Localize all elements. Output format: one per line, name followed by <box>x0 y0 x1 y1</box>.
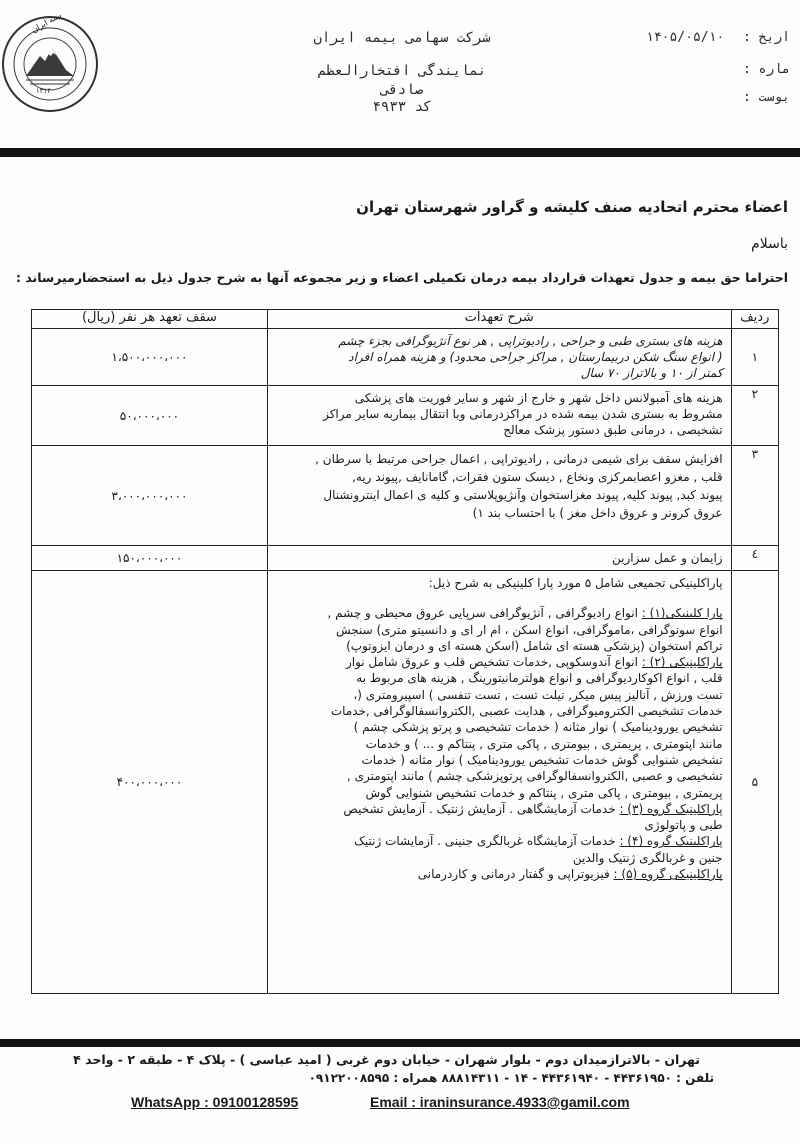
company-name: شرکت سهامی بیمه ایران <box>313 30 491 46</box>
group-label: پاراکلینیکی گروه (۵) : <box>613 867 723 882</box>
desc-line: تشخیص یورودینامیک ) نوار مثانه ( خدمات تشخیصی و پرتو پزشکی چشم ) <box>353 720 723 735</box>
desc-line: پیوند کبد, پیوند کلیه, پیوند مغزاستخوان وآنژیوپلاستی و کلیه ی اعمال اینترونشنال <box>323 488 723 502</box>
paraclinic-group-5 <box>274 866 723 882</box>
row-number: ۱ <box>731 329 778 386</box>
footer-address: تهران - بالاترازمیدان دوم - بلوار شهران - خیابان دوم غربی ( امید عباسی ) - پلاک ۴ - طبقه ۲ - واحد ۴ <box>73 1052 700 1067</box>
header-divider <box>0 148 800 157</box>
row-cap: ۳،۰۰۰،۰۰۰،۰۰۰ <box>32 446 268 546</box>
desc-line: انواع رادیوگرافی , آنژیوگرافی سرپایی عروق محیطی و چشم , <box>327 606 638 621</box>
desc-line: عروق کرونر و عروق داخل مغز ) با احتساب بند ۱) <box>472 506 723 520</box>
desc-line: هزینه های آمبولانس داخل شهر و خارج از شهر و سایر فوریت های پزشکی <box>354 391 723 405</box>
agent-code: کد ۴۹۳۳ <box>372 99 432 115</box>
desc-line: قلب , انواع اکوکاردیوگرافی و انواع هولترمانیتورینگ , هزینه های مربوط به <box>356 671 723 686</box>
whatsapp-link[interactable]: WhatsApp : 09100128595 <box>131 1094 299 1110</box>
row-number: ٤ <box>731 546 778 571</box>
paraclinic-intro: پاراکلینیکی تجمیعی شامل ۵ مورد پارا کلینیکی به شرح ذیل: <box>428 576 723 590</box>
row-cap: ۱،۵۰۰،۰۰۰،۰۰۰ <box>32 329 268 386</box>
group-label: پاراکلینیک گروه (۴) : <box>619 834 723 849</box>
agency-name: نمایندگی افتخارالعظم <box>317 63 487 79</box>
agent-name: صادقی <box>380 82 424 98</box>
row-description <box>267 571 731 994</box>
row-description <box>267 446 731 546</box>
desc-line: تشخیصی و عصبی ,الکتروانسفالوگرافی پرتوپزشکی چشم ) مانند اپتومتری , <box>346 769 723 784</box>
desc-line: جنین و غربالگری ژنتیک والدین <box>572 850 723 865</box>
addressee: اعضاء محترم اتحادیه صنف کلیشه و گراور شهرستان تهران <box>356 198 788 216</box>
table-header-row <box>32 310 779 329</box>
desc-line: مانند اپتومتری , پریمتری , بیومتری , پاکی متری , پنتاکم و ... ) و خدمات <box>365 736 723 751</box>
desc-line: مشروط به بستری شدن بیمه شده در مراکزدرمانی وبا انتقال بیماربه سایر مراکز <box>323 407 723 421</box>
desc-line: طبی و پاتولوژی <box>644 818 723 833</box>
mountain-logo-icon <box>4 18 96 110</box>
attachment-label: بوست : <box>743 90 790 105</box>
desc-line: ( انواع سنگ شکن دربیمارستان , مراکز جراحی محدود) و هزینه همراه افراد <box>348 350 723 364</box>
row-description <box>267 546 731 571</box>
number-label: ماره : <box>743 62 790 77</box>
desc-line: خدمات آزمایشگاهی . آزمایش ژنتیک . آزمایش تشخیص <box>343 801 616 816</box>
company-logo <box>2 16 98 112</box>
date-label: اریخ : <box>743 30 790 45</box>
row-number: ۲ <box>731 386 778 446</box>
group-label: پاراکلینیکی (۲) : <box>641 655 723 670</box>
paraclinic-group-3 <box>274 801 723 817</box>
row-number: ۵ <box>731 571 778 994</box>
desc-line: قلب , مغزو اعصابمرکزی ونخاع , دیسک ستون فقرات, گامانایف ,پیوند ریه, <box>352 470 723 484</box>
desc-line: خدمات آزمایشگاه غربالگری جنینی . آزمایشات ژنتیک <box>354 834 616 849</box>
row-cap: ۵۰،۰۰۰،۰۰۰ <box>32 386 268 446</box>
date-value: ۱۴۰۵/۰۵/۱۰ <box>646 30 725 45</box>
group-label: پارا کلینیکی(۱) : <box>641 606 723 621</box>
desc-line: فیزیوتراپی و گفتار درمانی و کاردرمانی <box>417 867 610 882</box>
table-row <box>32 571 779 994</box>
desc-line: کمتر از ۱۰ و بالاتراز ۷۰ سال <box>580 366 723 380</box>
paraclinic-group-2 <box>274 654 723 670</box>
header-description: شرح تعهدات <box>267 310 731 329</box>
paraclinic-group-4 <box>274 833 723 849</box>
email-link[interactable]: Email : iraninsurance.4933@gamil.com <box>370 1094 630 1110</box>
desc-line: افزایش سقف برای شیمی درمانی , رادیوتراپی , اعمال جراحی مرتبط با سرطان , <box>315 452 723 466</box>
desc-line: هزینه های بستری طبی و جراحی , رادیوتراپی , هر نوع آنژیوگرافی بجزء چشم <box>338 334 723 348</box>
logo-year: ۱۳۱۴ <box>36 87 52 95</box>
row-description <box>267 329 731 386</box>
header-cap: سقف تعهد هر نفر (ریال) <box>32 310 268 329</box>
desc-line: تراکم استخوان (پزشکی هسته ای شامل (اسکن هسته ای و درمان ایزوتوپ) <box>346 638 723 653</box>
table-row <box>32 386 779 446</box>
table-row <box>32 546 779 571</box>
desc-line: انواع سونوگرافی ،ماموگرافی، انواع اسکن ، ام ار ای و دانسیتو متری) سنجش <box>335 622 723 637</box>
desc-line: تشخیص شنوایی گوش خدمات تشخیص یورودینامیک ) نوار مثانه ( خدمات <box>361 752 723 767</box>
desc-line: پریمتری , بیومتری , پاکی متری , پنتاکم و خدمات تشخیص شنوایی گوش <box>365 785 723 800</box>
coverage-table <box>31 309 779 994</box>
desc-line: تشخیصی ، درمانی طبق دستور پزشک معالج <box>503 423 723 437</box>
greeting: باسلام <box>751 236 788 252</box>
desc-line: خدمات تشخیصی الکترومیوگرافی , هدایت عصبی ,الکتروانسفالوگرافی ,خدمات <box>330 704 723 719</box>
footer-divider <box>0 1039 800 1047</box>
header-row-number: ردیف <box>731 310 778 329</box>
logo-text: بیمه ایران <box>29 10 64 35</box>
row-cap: ۴۰۰،۰۰۰،۰۰۰ <box>32 571 268 994</box>
row-number: ۳ <box>731 446 778 546</box>
desc-line: انواع آندوسکوپی ,خدمات تشخیص قلب و عروق شامل نوار <box>345 655 638 670</box>
table-row <box>32 446 779 546</box>
row-cap: ۱۵۰،۰۰۰،۰۰۰ <box>32 546 268 571</box>
group-label: پاراکلینیک گروه (۳) : <box>619 801 723 816</box>
table-row <box>32 329 779 386</box>
desc-line: زایمان و عمل سزارین <box>612 551 723 565</box>
row-description <box>267 386 731 446</box>
intro-paragraph: احتراما حق بیمه و جدول تعهدات قرارداد بیمه درمان تکمیلی اعضاء و زیر مجموعه آنها به شرح جدول ذیل به استحضارمیرساند : <box>15 270 788 285</box>
footer-phones: تلفن : ۴۴۳۶۱۹۵۰ - ۴۴۳۶۱۹۴۰ - ۱۴ - ۸۸۸۱۴۳۱۱ همراه : ۰۹۱۲۲۰۰۸۵۹۵ <box>308 1071 714 1085</box>
desc-line: تست ورزش , آنالیز پیس میکر, تیلت تست , تست تنفسی ) اسپیرومتری (، <box>353 687 723 702</box>
paraclinic-group-1 <box>274 605 723 621</box>
